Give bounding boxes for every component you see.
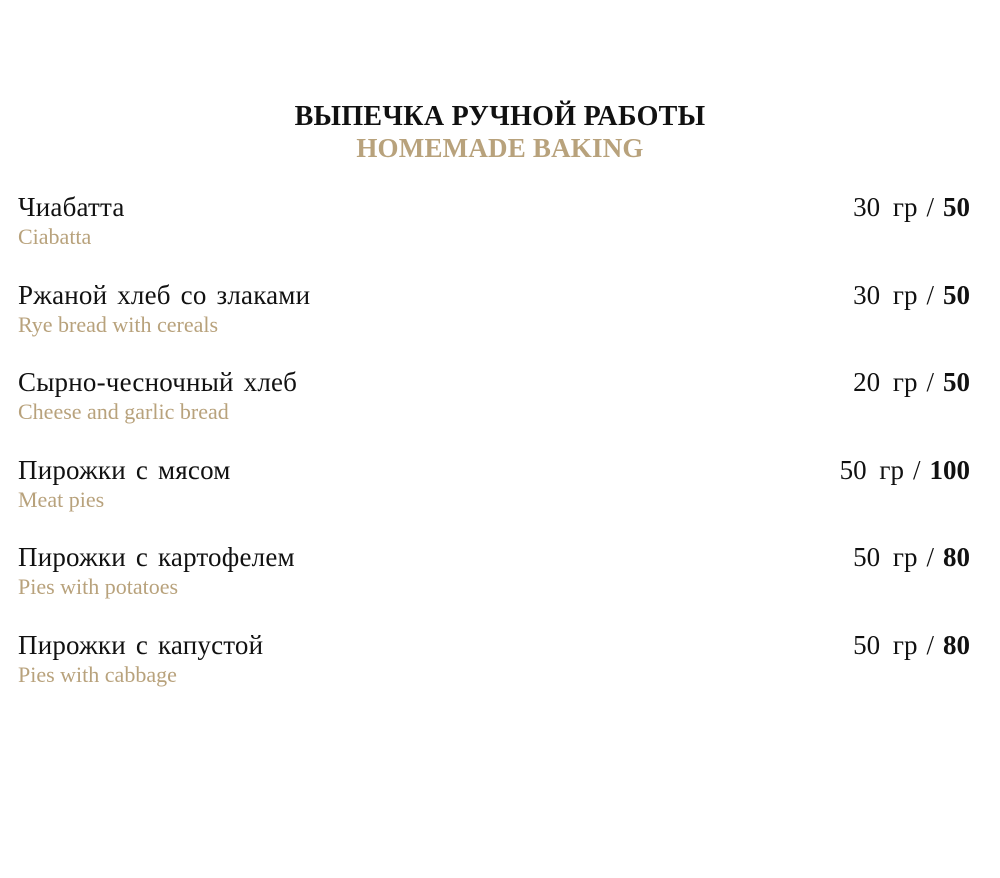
item-name-en: Ciabatta bbox=[18, 224, 92, 249]
item-weight: 30 гр bbox=[853, 192, 918, 222]
item-weight: 50 гр bbox=[839, 454, 904, 485]
item-amount: 50 bbox=[943, 367, 970, 398]
item-amount: 80 bbox=[943, 629, 970, 660]
item-amount: 100 bbox=[929, 454, 970, 485]
menu-item bbox=[18, 541, 970, 629]
item-name-en: Cheese and garlic bread bbox=[18, 399, 229, 425]
item-weight: 50 гр bbox=[853, 629, 918, 660]
menu-item bbox=[18, 629, 970, 717]
item-name-en: Pies with potatoes bbox=[18, 574, 179, 600]
item-name-ru: Пирожки с мясом bbox=[18, 454, 231, 485]
price-separator: / bbox=[912, 454, 921, 485]
item-name-ru: Ржаной хлеб со злаками bbox=[18, 279, 311, 310]
menu-item bbox=[18, 191, 970, 279]
price-separator: / bbox=[926, 192, 934, 222]
item-price bbox=[853, 366, 970, 398]
price-separator: / bbox=[926, 367, 934, 398]
section-title-en: HOMEMADE BAKING bbox=[356, 133, 644, 163]
item-price bbox=[853, 629, 970, 661]
item-weight: 50 гр bbox=[853, 542, 918, 573]
item-price bbox=[853, 191, 970, 223]
menu-list bbox=[18, 191, 970, 717]
menu-item bbox=[18, 454, 970, 542]
item-name-en: Pies with cabbage bbox=[18, 661, 177, 687]
item-name-ru: Пирожки с картофелем bbox=[18, 542, 295, 573]
item-price bbox=[853, 279, 970, 311]
item-name-en: Rye bread with cereals bbox=[18, 311, 219, 337]
item-name-ru: Сырно-чесночный хлеб bbox=[18, 367, 298, 398]
item-weight: 20 гр bbox=[853, 367, 918, 398]
menu-section-header bbox=[0, 101, 1000, 163]
item-amount: 50 bbox=[943, 279, 970, 310]
item-name-ru: Чиабатта bbox=[18, 192, 125, 222]
item-price bbox=[840, 454, 970, 486]
item-weight: 30 гр bbox=[853, 279, 918, 310]
section-title-ru: ВЫПЕЧКА РУЧНОЙ РАБОТЫ bbox=[294, 101, 706, 132]
item-amount: 80 bbox=[943, 542, 970, 573]
item-name-ru: Пирожки с капустой bbox=[18, 629, 264, 660]
price-separator: / bbox=[926, 279, 934, 310]
item-price bbox=[853, 541, 970, 573]
item-amount: 50 bbox=[943, 192, 970, 222]
menu-item bbox=[18, 279, 970, 367]
price-separator: / bbox=[926, 542, 934, 573]
item-name-en: Meat pies bbox=[18, 486, 105, 512]
price-separator: / bbox=[926, 629, 934, 660]
menu-item bbox=[18, 366, 970, 454]
